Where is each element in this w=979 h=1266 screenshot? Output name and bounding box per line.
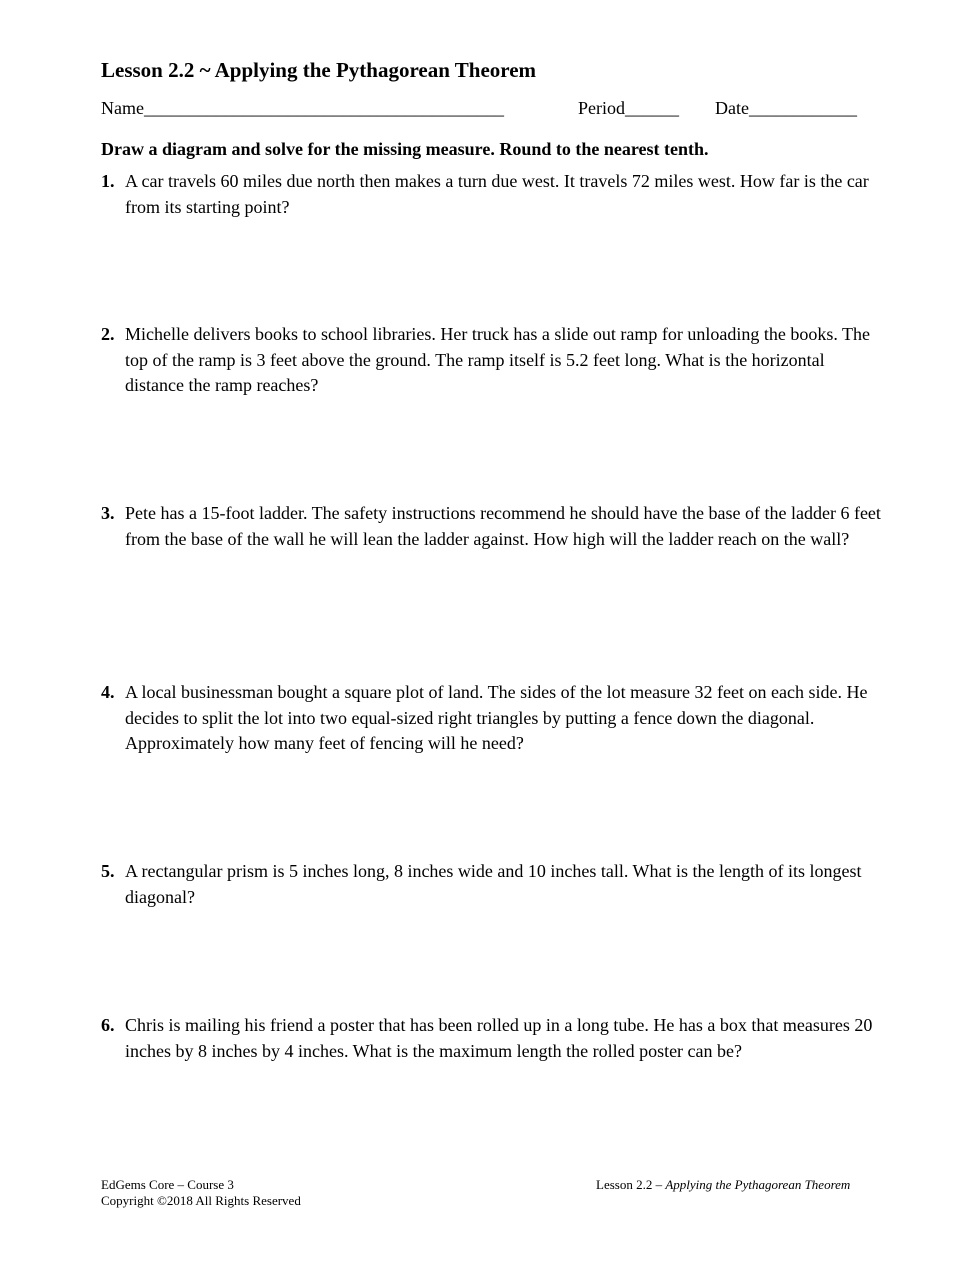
problem-text: A car travels 60 miles due north then makes a turn due west. It travels 72 miles west. How far is the car from its starting point? (125, 171, 869, 217)
problem-text: Chris is mailing his friend a poster that has been rolled up in a long tube. He has a box that measures 20 inches by 8 inches by 4 inches. What is the maximum length the rolled poster can be? (125, 1015, 873, 1061)
problem-number: 2. (101, 324, 115, 344)
period-field[interactable]: Period______ (578, 98, 679, 118)
footer-lesson-title: Applying the Pythagorean Theorem (665, 1177, 851, 1192)
footer-lesson: Lesson 2.2 – (596, 1177, 666, 1192)
date-field[interactable]: Date____________ (715, 98, 857, 118)
problem-text: A rectangular prism is 5 inches long, 8 inches wide and 10 inches tall. What is the length of its longest diagonal? (125, 861, 862, 907)
problem-number: 1. (101, 171, 115, 191)
footer-course: EdGems Core – Course 3 (101, 1177, 234, 1192)
problem-text: Pete has a 15-foot ladder. The safety instructions recommend he should have the base of the ladder 6 feet from the base of the wall he will lean the ladder against. How high will the ladder reach on the wall? (125, 503, 881, 549)
problem-number: 6. (101, 1015, 115, 1035)
problem-2 (101, 322, 881, 399)
problem-number: 5. (101, 861, 115, 881)
problem-4 (101, 680, 881, 757)
problem-number: 4. (101, 682, 115, 702)
problem-number: 3. (101, 503, 115, 523)
problem-text: Michelle delivers books to school libraries. Her truck has a slide out ramp for unloading the books. The top of the ramp is 3 feet above the ground. The ramp itself is 5.2 feet long. What is the horizontal distance the ramp reaches? (125, 324, 870, 395)
name-field[interactable]: Name________________________________________ (101, 98, 504, 118)
page-title: Lesson 2.2 ~ Applying the Pythagorean Theorem (101, 58, 537, 82)
instructions: Draw a diagram and solve for the missing measure. Round to the nearest tenth. (101, 139, 709, 159)
footer-copyright: Copyright ©2018 All Rights Reserved (101, 1193, 301, 1208)
problem-3 (101, 501, 881, 552)
footer-right (596, 1177, 850, 1193)
problem-text: A local businessman bought a square plot of land. The sides of the lot measure 32 feet on each side. He decides to split the lot into two equal-sized right triangles by putting a fence down the diagonal. Approximately how many feet of fencing will he need? (125, 682, 868, 753)
footer-left (101, 1177, 301, 1209)
problem-1 (101, 169, 881, 220)
problem-6 (101, 1013, 881, 1064)
problem-5 (101, 859, 881, 910)
